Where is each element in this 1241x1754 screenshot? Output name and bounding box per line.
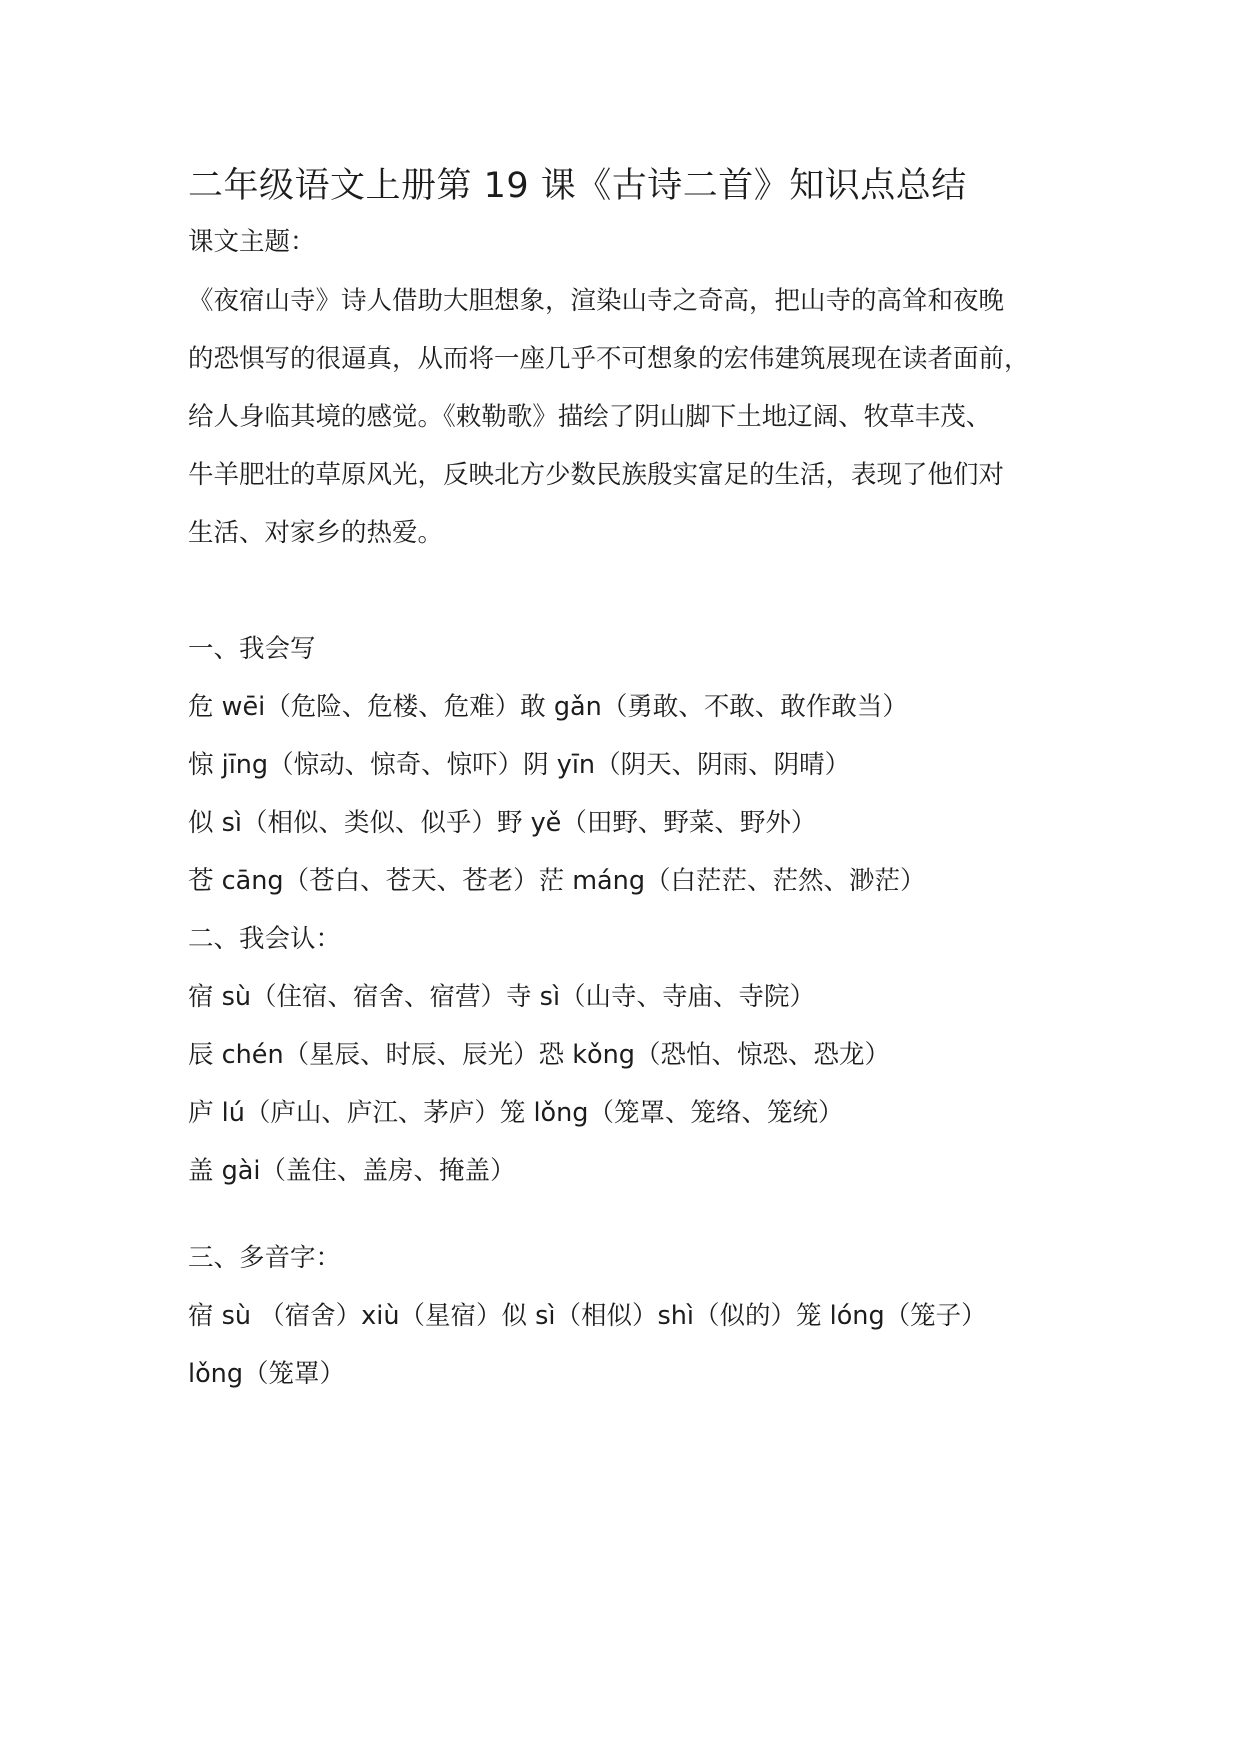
polyphone-line: lǒng（笼罩） <box>188 1359 346 1389</box>
theme-heading: 课文主题： <box>188 227 316 257</box>
theme-paragraph-line: 牛羊肥壮的草原风光，反映北方少数民族殷实富足的生活，表现了他们对 <box>188 460 1005 490</box>
section-heading-write: 一、我会写 <box>188 634 316 664</box>
vocab-line: 危 wēi（危险、危楼、危难）敢 gǎn（勇敢、不敢、敢作敢当） <box>188 692 908 722</box>
section-heading-recognize: 二、我会认： <box>188 924 342 954</box>
vocab-line: 宿 sù（住宿、宿舍、宿营）寺 sì（山寺、寺庙、寺院） <box>188 982 816 1012</box>
vocab-line: 庐 lú（庐山、庐江、茅庐）笼 lǒng（笼罩、笼络、笼统） <box>188 1098 844 1128</box>
section-heading-polyphones: 三、多音字： <box>188 1243 342 1273</box>
vocab-line: 盖 gài（盖住、盖房、掩盖） <box>188 1156 516 1186</box>
document-title: 二年级语文上册第 19 课《古诗二首》知识点总结 <box>188 166 967 206</box>
theme-paragraph-line: 的恐惧写的很逼真，从而将一座几乎不可想象的宏伟建筑展现在读者面前， <box>188 344 1030 374</box>
vocab-line: 似 sì（相似、类似、似乎）野 yě（田野、野菜、野外） <box>188 808 817 838</box>
polyphone-line: 宿 sù （宿舍）xiù（星宿）似 sì（相似）shì（似的）笼 lóng（笼子） <box>188 1301 987 1331</box>
theme-paragraph-line: 《夜宿山寺》诗人借助大胆想象，渲染山寺之奇高，把山寺的高耸和夜晚 <box>188 286 1005 316</box>
vocab-line: 惊 jīng（惊动、惊奇、惊吓）阴 yīn（阴天、阴雨、阴晴） <box>188 750 851 780</box>
theme-paragraph-line: 给人身临其境的感觉。《敕勒歌》描绘了阴山脚下土地辽阔、牧草丰茂、 <box>188 402 992 432</box>
theme-paragraph-line: 生活、对家乡的热爱。 <box>188 518 444 548</box>
vocab-line: 辰 chén（星辰、时辰、辰光）恐 kǒng（恐怕、惊恐、恐龙） <box>188 1040 890 1070</box>
vocab-line: 苍 cāng（苍白、苍天、苍老）茫 máng（白茫茫、茫然、渺茫） <box>188 866 926 896</box>
